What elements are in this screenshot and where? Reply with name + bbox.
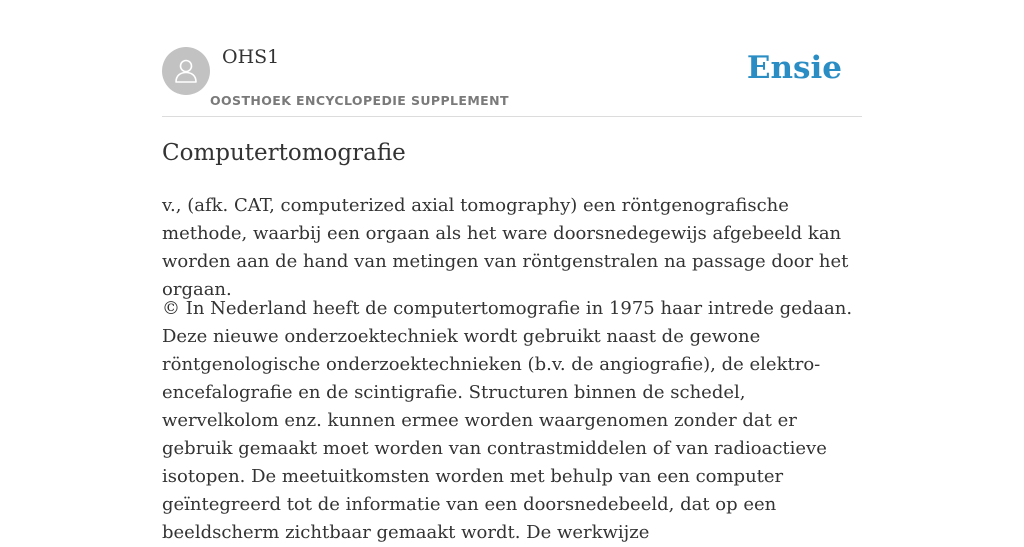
article-header (162, 0, 862, 117)
avatar[interactable] (162, 47, 210, 95)
user-silhouette-icon (171, 56, 201, 86)
article-title: Computertomografie (162, 140, 406, 166)
content-container (162, 0, 862, 543)
article-paragraph: © In Nederland heeft de computertomografie in 1975 haar intrede gedaan. Deze nieuwe onderzoektechniek wordt gebruikt naast de gewone röntgenologische onderzoektechnieken (b.v. de angiografie), de elektro-encefalografie en de scintigrafie. Structuren binnen de schedel, wervelkolom enz. kunnen ermee worden waargenomen zonder dat er gebruik gemaakt moet worden van contrastmiddelen of van radioactieve isotopen. De meetuitkomsten worden met behulp van een computer geïntegreerd tot de informatie van een doorsnedebeeld, dat op een beeldscherm zichtbaar gemaakt wordt. De werkwijze (162, 298, 853, 543)
user-name[interactable]: OHS1 (222, 46, 280, 68)
article-paragraph: v., (afk. CAT, computerized axial tomography) een röntgenografische methode, waarbij een orgaan als het ware doorsnedegewijs afgebeeld kan worden aan de hand van metingen van röntgenstralen na passage door het orgaan. (162, 195, 849, 300)
brand-logo[interactable]: Ensie (746, 50, 842, 86)
source-name[interactable]: OOSTHOEK ENCYCLOPEDIE SUPPLEMENT (210, 93, 509, 108)
